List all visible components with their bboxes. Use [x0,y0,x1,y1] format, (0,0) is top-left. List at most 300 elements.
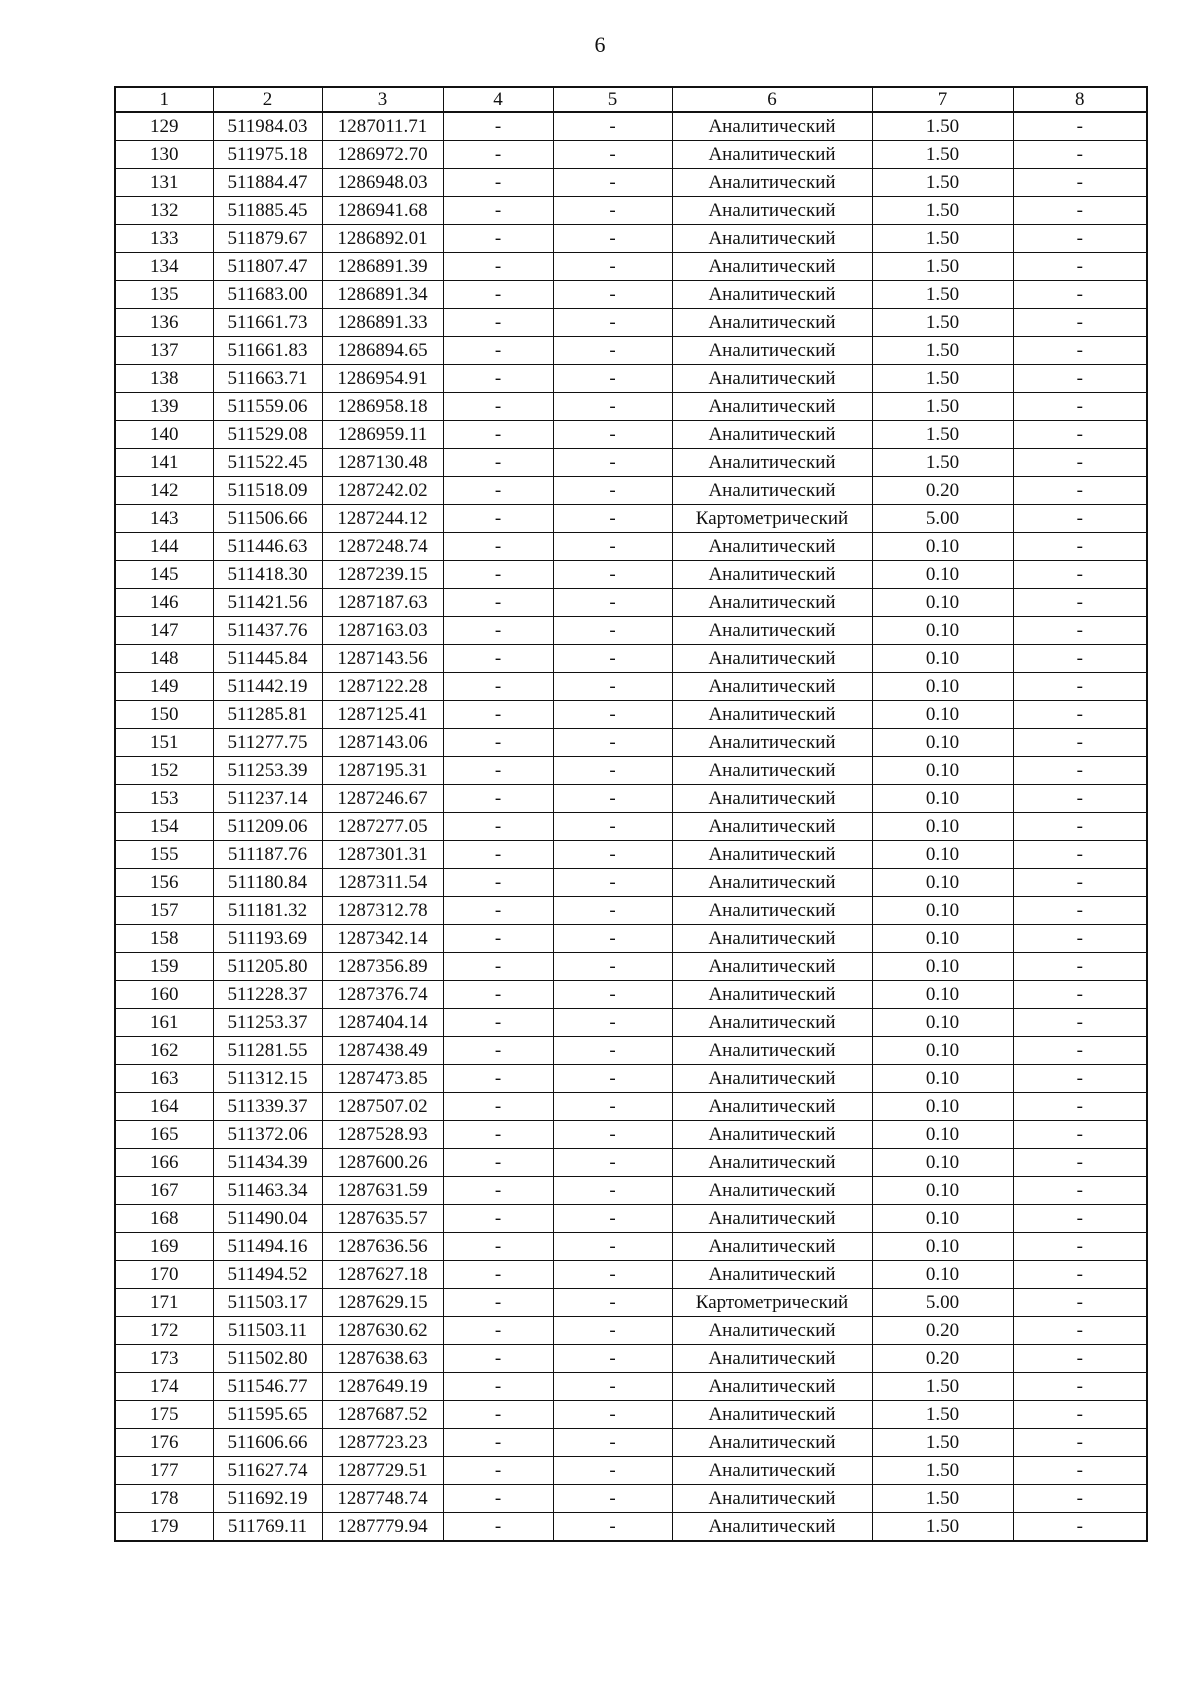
table-cell: Аналитический [672,981,872,1009]
table-cell: - [1013,1093,1147,1121]
table-row [115,477,1147,505]
header-row [115,87,1147,112]
table-cell: 511180.84 [213,869,322,897]
table-body [115,112,1147,1541]
table-cell: - [443,112,553,141]
table-cell: - [553,869,672,897]
table-cell: - [1013,1429,1147,1457]
table-cell: Аналитический [672,1149,872,1177]
table-cell: - [553,897,672,925]
table-row [115,617,1147,645]
table-cell: 162 [115,1037,213,1065]
table-cell: - [1013,813,1147,841]
table-cell: 5.00 [872,1289,1013,1317]
table-row [115,1513,1147,1542]
table-cell: - [553,1373,672,1401]
table-cell: - [1013,897,1147,925]
table-cell: - [553,1401,672,1429]
table-row [115,1009,1147,1037]
table-cell: 0.10 [872,1065,1013,1093]
table-cell: Аналитический [672,841,872,869]
table-cell: - [1013,169,1147,197]
table-cell: 1286941.68 [322,197,443,225]
table-cell: Аналитический [672,197,872,225]
table-cell: - [1013,1121,1147,1149]
table-cell: - [443,1373,553,1401]
table-cell: - [553,757,672,785]
table-cell: 511437.76 [213,617,322,645]
table-cell: 158 [115,925,213,953]
table-cell: - [443,533,553,561]
table-cell: - [553,533,672,561]
table-cell: Аналитический [672,925,872,953]
table-row [115,953,1147,981]
table-cell: 1286959.11 [322,421,443,449]
table-cell: 1.50 [872,1429,1013,1457]
table-cell: 1286891.33 [322,309,443,337]
table-cell: 177 [115,1457,213,1485]
table-cell: Аналитический [672,1429,872,1457]
table-cell: - [443,197,553,225]
table-cell: 511975.18 [213,141,322,169]
table-cell: - [1013,673,1147,701]
table-cell: 511187.76 [213,841,322,869]
header-cell: 2 [213,87,322,112]
table-cell: 0.10 [872,897,1013,925]
table-cell: 1287638.63 [322,1345,443,1373]
table-cell: - [553,477,672,505]
header-cell: 6 [672,87,872,112]
table-cell: 511627.74 [213,1457,322,1485]
table-cell: 5.00 [872,505,1013,533]
table-cell: 1287187.63 [322,589,443,617]
table-cell: Аналитический [672,1009,872,1037]
table-cell: 131 [115,169,213,197]
table-cell: 171 [115,1289,213,1317]
table-cell: 1287376.74 [322,981,443,1009]
table-cell: - [443,981,553,1009]
table-cell: 1286958.18 [322,393,443,421]
table-row [115,169,1147,197]
table-cell: - [553,1485,672,1513]
table-cell: - [553,141,672,169]
table-cell: - [443,141,553,169]
header-cell: 5 [553,87,672,112]
table-cell: 0.10 [872,1149,1013,1177]
table-cell: 511228.37 [213,981,322,1009]
table-row [115,365,1147,393]
table-cell: - [553,253,672,281]
table-cell: Аналитический [672,253,872,281]
coordinates-table [114,86,1148,1542]
table-cell: - [443,309,553,337]
table-cell: Аналитический [672,1373,872,1401]
table-cell: 167 [115,1177,213,1205]
table-cell: 1.50 [872,281,1013,309]
table-cell: Аналитический [672,645,872,673]
table-cell: - [553,309,672,337]
table-cell: 1287277.05 [322,813,443,841]
table-cell: Аналитический [672,1457,872,1485]
table-cell: - [553,785,672,813]
table-cell: 150 [115,701,213,729]
table-cell: - [443,1065,553,1093]
table-cell: 511885.45 [213,197,322,225]
table-cell: - [1013,953,1147,981]
table-cell: 1.50 [872,449,1013,477]
table-cell: 511463.34 [213,1177,322,1205]
table-cell: 149 [115,673,213,701]
table-cell: - [1013,281,1147,309]
table-cell: - [1013,1065,1147,1093]
table-cell: 1.50 [872,337,1013,365]
table-row [115,701,1147,729]
table-row [115,1233,1147,1261]
table-cell: 178 [115,1485,213,1513]
table-cell: - [553,841,672,869]
table-cell: 160 [115,981,213,1009]
table-cell: 1286891.34 [322,281,443,309]
table-cell: Аналитический [672,141,872,169]
table-cell: Аналитический [672,393,872,421]
table-row [115,673,1147,701]
table-cell: 1287438.49 [322,1037,443,1065]
table-cell: Аналитический [672,1233,872,1261]
table-cell: Аналитический [672,561,872,589]
table-cell: 1.50 [872,421,1013,449]
table-cell: 511503.11 [213,1317,322,1345]
table-cell: 1.50 [872,169,1013,197]
table-cell: - [553,1177,672,1205]
table-cell: 146 [115,589,213,617]
table-cell: - [553,1429,672,1457]
table-cell: - [553,1317,672,1345]
table-row [115,1345,1147,1373]
table-cell: - [1013,785,1147,813]
table-cell: - [1013,393,1147,421]
table-cell: 0.10 [872,981,1013,1009]
table-cell: Аналитический [672,1093,872,1121]
table-cell: 0.10 [872,729,1013,757]
table-cell: Аналитический [672,225,872,253]
table-cell: - [1013,1457,1147,1485]
table-cell: 1287627.18 [322,1261,443,1289]
table-cell: 144 [115,533,213,561]
table-cell: - [443,1345,553,1373]
table-cell: - [443,169,553,197]
table-cell: 1286894.65 [322,337,443,365]
table-cell: 138 [115,365,213,393]
table-cell: 1287122.28 [322,673,443,701]
table-cell: 511663.71 [213,365,322,393]
table-cell: - [553,1205,672,1233]
table-cell: Аналитический [672,533,872,561]
table-cell: 511503.17 [213,1289,322,1317]
table-cell: Аналитический [672,729,872,757]
table-cell: - [443,1513,553,1542]
table-row [115,253,1147,281]
table-cell: - [1013,337,1147,365]
table-cell: 134 [115,253,213,281]
table-cell: 511181.32 [213,897,322,925]
table-cell: 1287312.78 [322,897,443,925]
table-cell: 0.10 [872,1093,1013,1121]
table-cell: 147 [115,617,213,645]
table-cell: - [443,253,553,281]
table-cell: 136 [115,309,213,337]
table-cell: 511595.65 [213,1401,322,1429]
table-cell: 511683.00 [213,281,322,309]
table-cell: 511506.66 [213,505,322,533]
page-number: 6 [594,32,606,57]
table-cell: 511807.47 [213,253,322,281]
table-cell: - [443,561,553,589]
table-cell: 1286972.70 [322,141,443,169]
table-cell: - [553,645,672,673]
table-cell: 1.50 [872,1401,1013,1429]
table-cell: 135 [115,281,213,309]
table-row [115,729,1147,757]
table-cell: 1287248.74 [322,533,443,561]
table-row [115,589,1147,617]
table-cell: 1287635.57 [322,1205,443,1233]
table-cell: 1287143.06 [322,729,443,757]
table-cell: Аналитический [672,1121,872,1149]
table-cell: 1286954.91 [322,365,443,393]
table-cell: - [553,505,672,533]
table-cell: 130 [115,141,213,169]
table-cell: - [443,1289,553,1317]
table-cell: - [443,897,553,925]
table-cell: 0.10 [872,701,1013,729]
table-cell: - [553,1233,672,1261]
table-cell: 1.50 [872,197,1013,225]
table-cell: 1.50 [872,225,1013,253]
table-cell: 511446.63 [213,533,322,561]
table-cell: 165 [115,1121,213,1149]
table-row [115,309,1147,337]
table-cell: 1287342.14 [322,925,443,953]
table-cell: 173 [115,1345,213,1373]
table-cell: 511692.19 [213,1485,322,1513]
table-cell: 145 [115,561,213,589]
table-cell: - [553,449,672,477]
table-cell: 141 [115,449,213,477]
table-cell: - [443,701,553,729]
table-cell: - [553,112,672,141]
table-cell: 142 [115,477,213,505]
table-cell: 511237.14 [213,785,322,813]
table-cell: - [1013,841,1147,869]
table-cell: - [553,197,672,225]
table-cell: - [1013,533,1147,561]
table-cell: 511209.06 [213,813,322,841]
table-cell: 1287301.31 [322,841,443,869]
table-cell: - [553,1289,672,1317]
table-row [115,1261,1147,1289]
table-row [115,1037,1147,1065]
table-cell: - [443,729,553,757]
table-row [115,561,1147,589]
table-cell: - [443,1401,553,1429]
table-cell: - [1013,1373,1147,1401]
table-cell: 169 [115,1233,213,1261]
table-cell: 172 [115,1317,213,1345]
table-cell: 1287246.67 [322,785,443,813]
table-cell: Картометрический [672,505,872,533]
table-cell: 1.50 [872,112,1013,141]
table-cell: 163 [115,1065,213,1093]
table-cell: 1287011.71 [322,112,443,141]
table-cell: Аналитический [672,953,872,981]
table-cell: 153 [115,785,213,813]
table-cell: 0.10 [872,1009,1013,1037]
table-cell: 1287130.48 [322,449,443,477]
table-cell: 1287242.02 [322,477,443,505]
table-cell: 511434.39 [213,1149,322,1177]
header-cell: 3 [322,87,443,112]
table-cell: - [443,785,553,813]
table-cell: 1287748.74 [322,1485,443,1513]
table-cell: 1.50 [872,141,1013,169]
table-cell: 1.50 [872,1485,1013,1513]
table-cell: 0.10 [872,645,1013,673]
table-cell: - [553,337,672,365]
table-cell: - [443,1485,553,1513]
table-cell: - [553,953,672,981]
table-cell: 0.10 [872,1233,1013,1261]
table-cell: - [553,701,672,729]
table-cell: 0.10 [872,1177,1013,1205]
header-cell: 1 [115,87,213,112]
table-cell: - [443,1177,553,1205]
table-cell: Аналитический [672,897,872,925]
table-cell: - [443,673,553,701]
table-cell: 154 [115,813,213,841]
table-cell: - [1013,869,1147,897]
table-cell: 159 [115,953,213,981]
table-cell: - [553,617,672,645]
table-cell: 0.10 [872,1121,1013,1149]
table-cell: 1.50 [872,393,1013,421]
table-cell: 1.50 [872,253,1013,281]
table-cell: - [443,421,553,449]
table-cell: 511339.37 [213,1093,322,1121]
table-cell: Аналитический [672,617,872,645]
table-cell: - [553,421,672,449]
table-cell: Аналитический [672,421,872,449]
table-cell: - [1013,141,1147,169]
table-cell: - [1013,701,1147,729]
table-cell: - [1013,477,1147,505]
table-cell: 511559.06 [213,393,322,421]
table-cell: 1.50 [872,309,1013,337]
table-cell: - [1013,112,1147,141]
table-cell: 511606.66 [213,1429,322,1457]
table-cell: 511529.08 [213,421,322,449]
table-cell: - [443,1429,553,1457]
table-cell: Аналитический [672,1317,872,1345]
table-cell: Аналитический [672,1037,872,1065]
table-cell: Аналитический [672,869,872,897]
table-cell: 152 [115,757,213,785]
table-cell: Аналитический [672,813,872,841]
table-cell: 164 [115,1093,213,1121]
table-cell: 1287239.15 [322,561,443,589]
table-row [115,1177,1147,1205]
table-cell: 1.50 [872,1513,1013,1542]
table-row [115,337,1147,365]
table-cell: 1287636.56 [322,1233,443,1261]
table-cell: - [553,1093,672,1121]
table-cell: 0.10 [872,757,1013,785]
table-cell: 139 [115,393,213,421]
table-cell: - [443,365,553,393]
table-row [115,897,1147,925]
table-cell: - [443,337,553,365]
table-cell: - [443,869,553,897]
table-cell: 511277.75 [213,729,322,757]
table-cell: - [553,981,672,1009]
table-row [115,1289,1147,1317]
table-row [115,533,1147,561]
table-cell: 511418.30 [213,561,322,589]
table-row [115,449,1147,477]
table-cell: 0.20 [872,1345,1013,1373]
table-cell: 0.10 [872,785,1013,813]
table-cell: Аналитический [672,309,872,337]
table-cell: 1286948.03 [322,169,443,197]
table-cell: - [443,841,553,869]
table-cell: 0.10 [872,953,1013,981]
table-cell: 175 [115,1401,213,1429]
table-cell: - [443,1037,553,1065]
table-cell: 0.10 [872,533,1013,561]
table-cell: 511661.83 [213,337,322,365]
table-cell: 0.10 [872,1037,1013,1065]
table-cell: - [443,1009,553,1037]
table-cell: - [1013,1233,1147,1261]
table-cell: 511253.39 [213,757,322,785]
table-cell: 1287125.41 [322,701,443,729]
table-cell: - [443,953,553,981]
table-cell: - [1013,449,1147,477]
table-cell: - [553,1457,672,1485]
table-cell: Аналитический [672,169,872,197]
table-row [115,1149,1147,1177]
table-cell: - [1013,981,1147,1009]
table-cell: - [1013,1289,1147,1317]
table-cell: 1287507.02 [322,1093,443,1121]
table-cell: 1286892.01 [322,225,443,253]
table-cell: Аналитический [672,1401,872,1429]
table-cell: 1287311.54 [322,869,443,897]
table-cell: 1287729.51 [322,1457,443,1485]
table-row [115,1065,1147,1093]
table-cell: - [553,1261,672,1289]
table-cell: 133 [115,225,213,253]
table-cell: 0.10 [872,673,1013,701]
table-cell: - [1013,925,1147,953]
table-row [115,1317,1147,1345]
table-cell: - [553,281,672,309]
table-cell: 511372.06 [213,1121,322,1149]
table-row [115,785,1147,813]
table-cell: - [1013,589,1147,617]
table-cell: Аналитический [672,785,872,813]
table-cell: Аналитический [672,1065,872,1093]
table-cell: 511253.37 [213,1009,322,1037]
